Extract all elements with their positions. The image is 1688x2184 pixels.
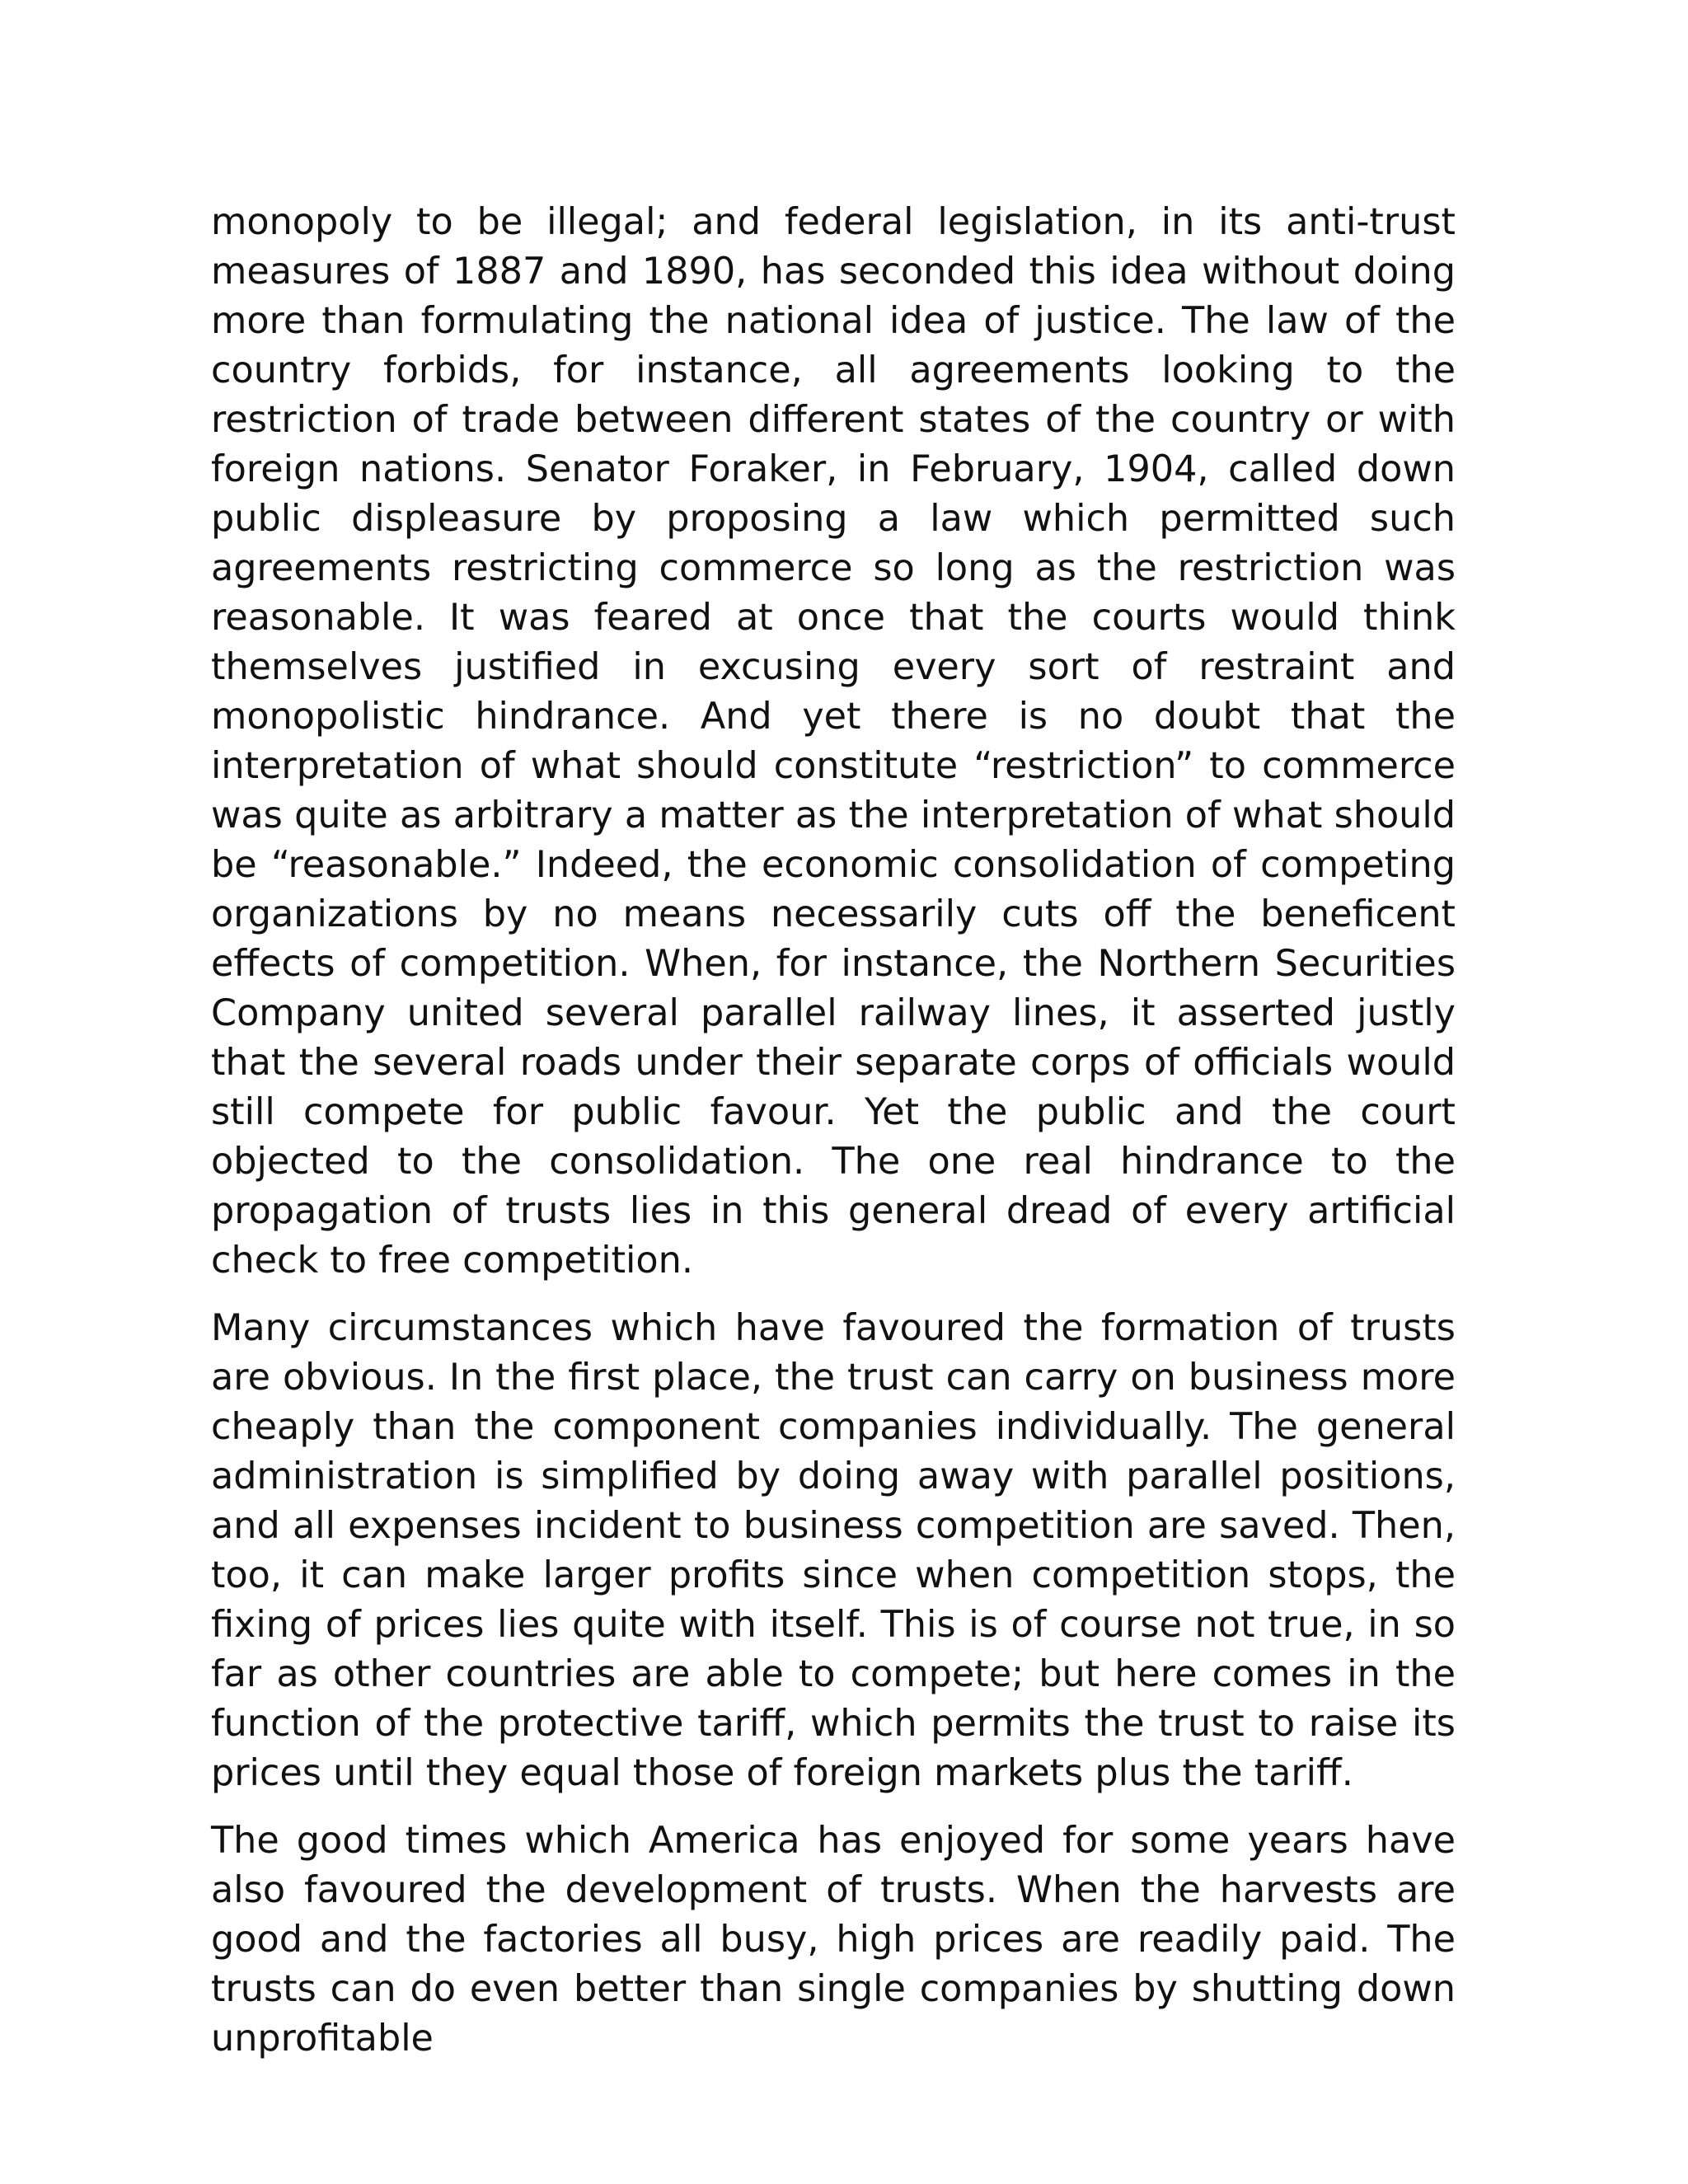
document-page bbox=[211, 198, 1456, 2082]
paragraph-1: monopoly to be illegal; and federal legislation, in its anti-trust measures of 1887 and 1890, has seconded this idea without doing more than formulating the national idea of justice. The law of the country forbids, for instance, all agreements looking to the restriction of trade between different states of the country or with foreign nations. Senator Foraker, in February, 1904, called down public displeasure by proposing a law which permitted such agreements restricting commerce so long as the restriction was reasonable. It was feared at once that the courts would think themselves justified in excusing every sort of restraint and monopolistic hindrance. And yet there is no doubt that the interpretation of what should constitute “restriction” to commerce was quite as arbitrary a matter as the interpretation of what should be “reasonable.” Indeed, the economic consolidation of competing organizations by no means necessarily cuts off the beneficent effects of competition. When, for instance, the Northern Securities Company united several parallel railway lines, it asserted justly that the several roads under their separate corps of officials would still compete for public favour. Yet the public and the court objected to the consolidation. The one real hindrance to the propagation of trusts lies in this general dread of every artificial check to free competition. bbox=[211, 201, 1456, 1282]
paragraph-2: Many circumstances which have favoured the formation of trusts are obvious. In the first place, the trust can carry on business more cheaply than the component companies individually. The general administration is simplified by doing away with parallel positions, and all expenses incident to business competition are saved. Then, too, it can make larger profits since when competition stops, the fixing of prices lies quite with itself. This is of course not true, in so far as other countries are able to compete; but here comes in the function of the protective tariff, which permits the trust to raise its prices until they equal those of foreign markets plus the tariff. bbox=[211, 1307, 1456, 1794]
paragraph-3: The good times which America has enjoyed for some years have also favoured the development of trusts. When the harvests are good and the factories all busy, high prices are readily paid. The trusts can do even better than single companies by shutting down unprofitable bbox=[211, 1820, 1456, 2060]
